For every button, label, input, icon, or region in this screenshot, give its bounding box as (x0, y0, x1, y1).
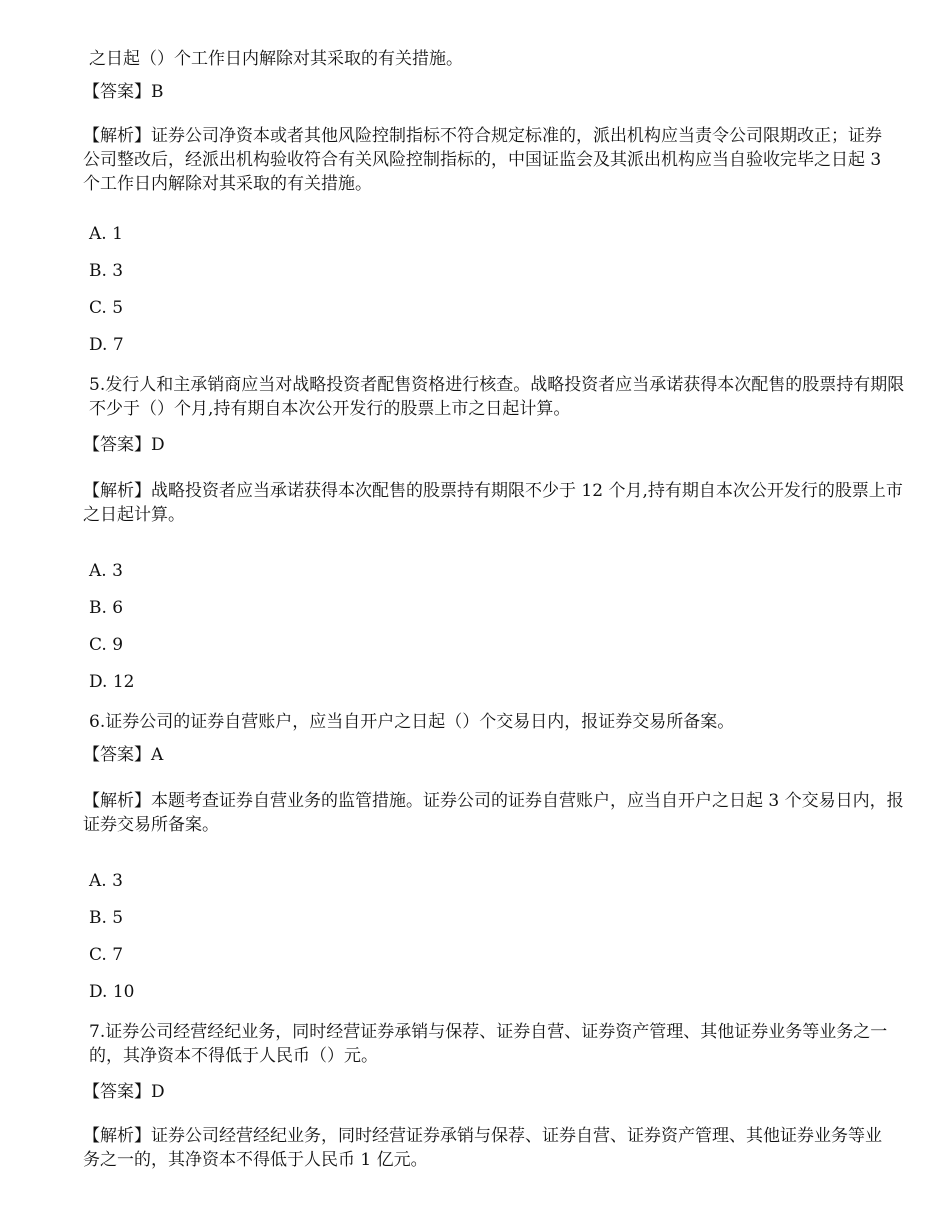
q6-option-d: D. 10 (89, 982, 135, 1002)
q4-answer: 【答案】B (83, 82, 164, 102)
q6-analysis: 【解析】本题考查证券自营业务的监管措施。证券公司的证券自营账户，应当自开户之日起 3 个交易日内，报证券交易所备案。 (83, 791, 904, 835)
q5-option-a: A. 3 (89, 561, 123, 581)
q6-option-a: A. 3 (89, 871, 123, 891)
q6-answer: 【答案】A (83, 745, 164, 765)
q4-option-d: D. 7 (89, 335, 124, 355)
q4-option-b: B. 3 (89, 261, 124, 281)
q7-question: 7.证券公司经营经纪业务，同时经营证券承销与保荐、证券自营、证券资产管理、其他证券业务等业务之一的，其净资本不得低于人民币（）元。 (89, 1022, 888, 1066)
q7-answer: 【答案】D (83, 1082, 165, 1102)
q4-option-a: A. 1 (89, 224, 123, 244)
q4-option-c: C. 5 (89, 298, 124, 318)
q5-question: 5.发行人和主承销商应当对战略投资者配售资格进行核查。战略投资者应当承诺获得本次配售的股票持有期限不少于（）个月,持有期自本次公开发行的股票上市之日起计算。 (89, 375, 905, 419)
q6-question: 6.证券公司的证券自营账户，应当自开户之日起（）个交易日内，报证券交易所备案。 (89, 712, 735, 732)
q7-analysis: 【解析】证券公司经营经纪业务，同时经营证券承销与保荐、证券自营、证券资产管理、其他证券业务等业务之一的，其净资本不得低于人民币 1 亿元。 (83, 1126, 882, 1170)
q5-option-c: C. 9 (89, 635, 124, 655)
q5-option-d: D. 12 (89, 672, 135, 692)
q6-option-b: B. 5 (89, 908, 124, 928)
q5-analysis: 【解析】战略投资者应当承诺获得本次配售的股票持有期限不少于 12 个月,持有期自本次公开发行的股票上市之日起计算。 (83, 481, 903, 525)
q4-question-tail: 之日起（）个工作日内解除对其采取的有关措施。 (89, 49, 463, 69)
q5-option-b: B. 6 (89, 598, 124, 618)
q5-answer: 【答案】D (83, 435, 165, 455)
q6-option-c: C. 7 (89, 945, 124, 965)
q4-analysis: 【解析】证券公司净资本或者其他风险控制指标不符合规定标准的，派出机构应当责令公司限期改正；证券公司整改后，经派出机构验收符合有关风险控制指标的，中国证监会及其派出机构应当自验收完毕之日起 3 个工作日内解除对其采取的有关措施。 (83, 126, 882, 194)
